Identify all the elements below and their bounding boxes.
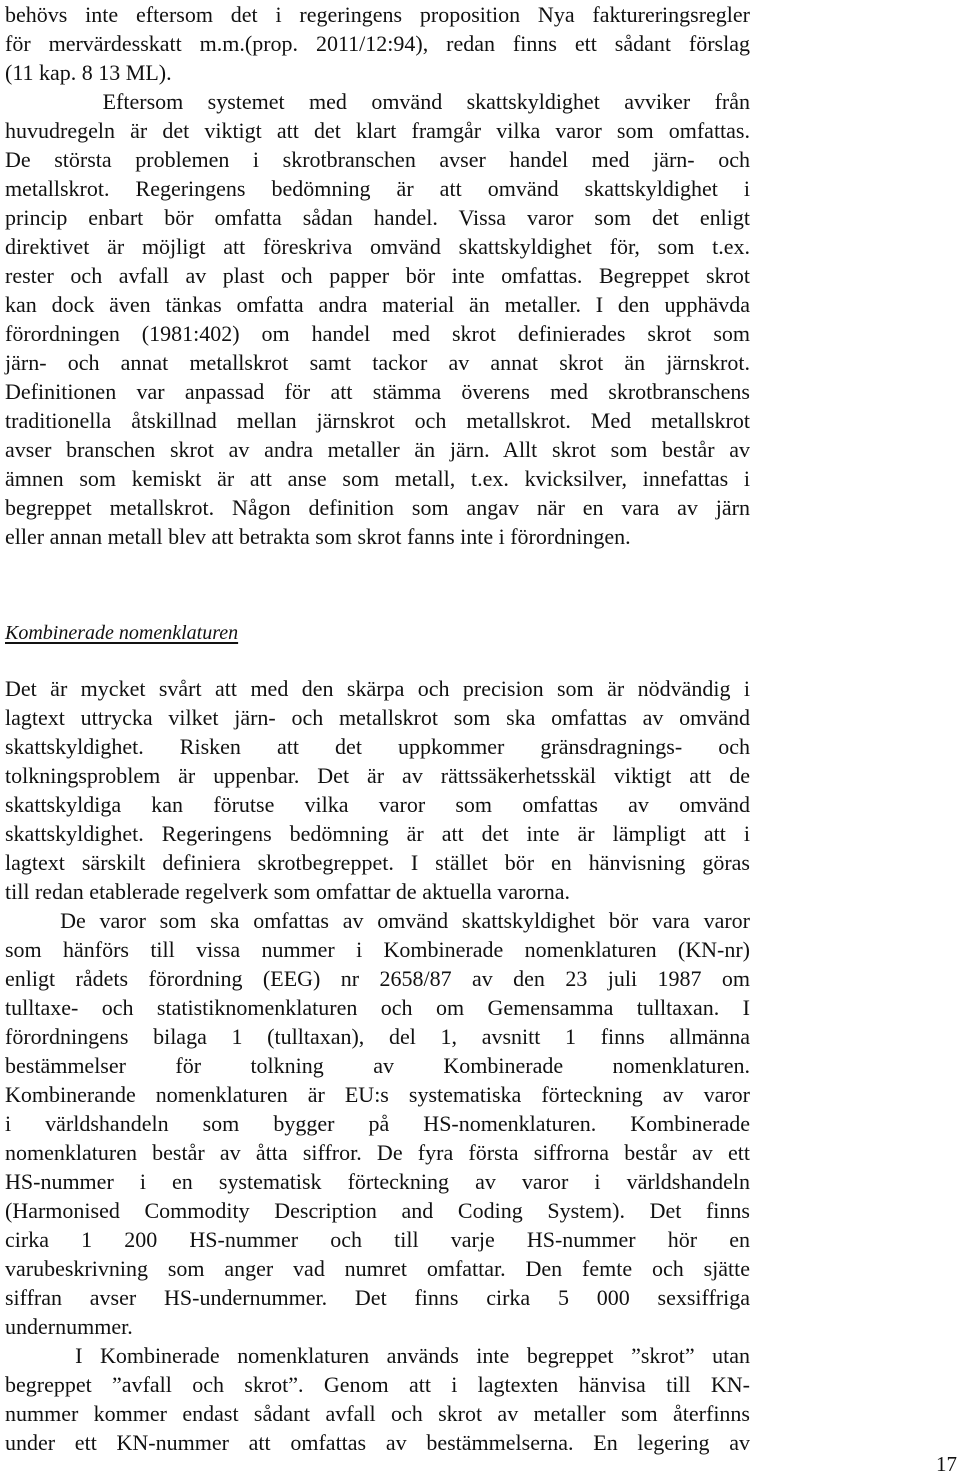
text-line: Definitionen var anpassad för att stämma överens med skrotbranschens — [5, 379, 750, 404]
text-line: undernummer. — [5, 1314, 133, 1339]
text-line: bestämmelser för tolkning av Kombinerade nomenklaturen. — [5, 1053, 750, 1078]
text-line: järn- och annat metallskrot samt tackor av annat skrot än järnskrot. — [5, 350, 750, 375]
text-line: Eftersom systemet med omvänd skattskyldighet avviker från — [5, 89, 750, 114]
text-line: rester och avfall av plast och papper bör inte omfattas. Begreppet skrot — [5, 263, 750, 288]
text-line: avser branschen skrot av andra metaller än järn. Allt skrot som består av — [5, 437, 750, 462]
text-line: Det är mycket svårt att med den skärpa och precision som är nödvändig i — [5, 676, 750, 701]
text-line: skattskyldighet. Risken att det uppkommer gränsdragnings- och — [5, 734, 750, 759]
text-line: för mervärdesskatt m.m.(prop. 2011/12:94), redan finns ett sådant förslag — [5, 31, 750, 56]
text-line: siffran avser HS-undernummer. Det finns cirka 5 000 sexsiffriga — [5, 1285, 750, 1310]
text-line: huvudregeln är det viktigt att det klart framgår vilka varor som omfattas. — [5, 118, 750, 143]
text-line: ämnen som kemiskt är att anse som metall, t.ex. kvicksilver, innefattas i — [5, 466, 750, 491]
text-line: HS-nummer i en systematisk förteckning av varor i världshandeln — [5, 1169, 750, 1194]
text-line: direktivet är möjligt att föreskriva omvänd skattskyldighet för, som t.ex. — [5, 234, 750, 259]
text-line: tolkningsproblem är uppenbar. Det är av rättssäkerhetsskäl viktigt att de — [5, 763, 750, 788]
text-line: Kombinerande nomenklaturen är EU:s systematiska förteckning av varor — [5, 1082, 750, 1107]
text-line: behövs inte eftersom det i regeringens proposition Nya faktureringsregler — [5, 2, 750, 27]
text-line: eller annan metall blev att betrakta som skrot fanns inte i förordningen. — [5, 524, 631, 549]
text-line: De största problemen i skrotbranschen avser handel med järn- och — [5, 147, 750, 172]
text-line: i världshandeln som bygger på HS-nomenklaturen. Kombinerade — [5, 1111, 750, 1136]
text-line: kan dock även tänkas omfatta andra material än metaller. I den upphävda — [5, 292, 750, 317]
text-line: enligt rådets förordning (EEG) nr 2658/87 av den 23 juli 1987 om — [5, 966, 750, 991]
text-line: under ett KN-nummer att omfattas av bestämmelserna. En legering av — [5, 1430, 750, 1455]
text-line: begreppet metallskrot. Någon definition som angav när en vara av järn — [5, 495, 750, 520]
text-line: I Kombinerade nomenklaturen används inte begreppet ”skrot” utan — [5, 1343, 750, 1368]
text-line: metallskrot. Regeringens bedömning är att omvänd skattskyldighet i — [5, 176, 750, 201]
text-line: skattskyldighet. Regeringens bedömning är att det inte är lämpligt att i — [5, 821, 750, 846]
page-number: 17 — [936, 1452, 957, 1476]
text-line: lagtext uttrycka vilket järn- och metallskrot som ska omfattas av omvänd — [5, 705, 750, 730]
text-line: (Harmonised Commodity Description and Coding System). Det finns — [5, 1198, 750, 1223]
text-line: som hänförs till vissa nummer i Kombinerade nomenklaturen (KN-nr) — [5, 937, 750, 962]
text-line: (11 kap. 8 13 ML). — [5, 60, 172, 85]
text-line: traditionella åtskillnad mellan järnskrot och metallskrot. Med metallskrot — [5, 408, 750, 433]
text-line: nomenklaturen består av åtta siffror. De fyra första siffrorna består av ett — [5, 1140, 750, 1165]
text-line: princip enbart bör omfatta sådan handel. Vissa varor som det enligt — [5, 205, 750, 230]
text-line: nummer kommer endast sådant avfall och skrot av metaller som återfinns — [5, 1401, 750, 1426]
text-line: cirka 1 200 HS-nummer och till varje HS-nummer hör en — [5, 1227, 750, 1252]
text-line: till redan etablerade regelverk som omfattar de aktuella varorna. — [5, 879, 571, 904]
text-line: förordningens bilaga 1 (tulltaxan), del 1, avsnitt 1 finns allmänna — [5, 1024, 750, 1049]
text-line: skattskyldiga kan förutse vilka varor som omfattas av omvänd — [5, 792, 750, 817]
section-heading: Kombinerade nomenklaturen — [5, 622, 239, 644]
text-line: varubeskrivning som anger vad numret omfattar. Den femte och sjätte — [5, 1256, 750, 1281]
text-line: De varor som ska omfattas av omvänd skattskyldighet bör vara varor — [5, 908, 750, 933]
text-line: förordningen (1981:402) om handel med skrot definierades skrot som — [5, 321, 750, 346]
text-line: tulltaxe- och statistiknomenklaturen och om Gemensamma tulltaxan. I — [5, 995, 750, 1020]
text-line: begreppet ”avfall och skrot”. Genom att i lagtexten hänvisa till KN- — [5, 1372, 750, 1397]
text-line: lagtext särskilt definiera skrotbegreppet. I stället bör en hänvisning göras — [5, 850, 750, 875]
